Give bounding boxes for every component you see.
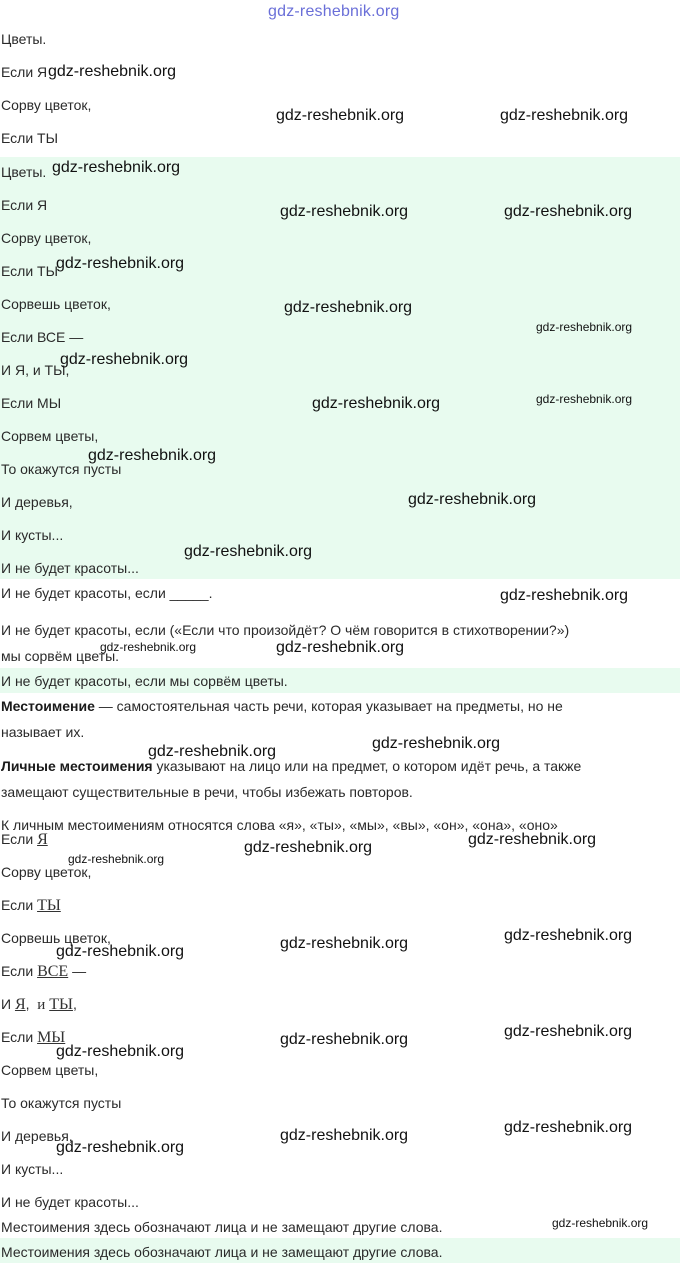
poem-line: И не будет красоты... <box>1 560 139 576</box>
watermark: gdz-reshebnik.org <box>280 203 409 220</box>
conclusion-answer: Местоимения здесь обозначают лица и не замещают другие слова. <box>1 1244 443 1260</box>
watermark: gdz-reshebnik.org <box>56 1139 185 1156</box>
marked-poem-line <box>1 962 86 981</box>
conclusion-line: Местоимения здесь обозначают лица и не замещают другие слова. <box>1 1219 443 1235</box>
watermark: gdz-reshebnik.org <box>372 735 501 752</box>
marked-poem-line: И кусты... <box>1 1161 64 1177</box>
poem-line: Сорву цветок, <box>1 97 92 113</box>
watermark: gdz-reshebnik.org <box>536 392 633 406</box>
pronoun-underlined: ТЫ <box>49 996 73 1013</box>
marked-poem-line: Сорвешь цветок, <box>1 930 111 946</box>
personal-def-text: замещают существительные в речи, чтобы избежать повторов. <box>1 784 413 800</box>
poem-line: Цветы. <box>1 164 47 180</box>
line-text: Если <box>1 1029 38 1045</box>
marked-poem-line: То окажутся пусты <box>1 1095 122 1111</box>
poem-line: Если ТЫ <box>1 130 59 146</box>
pronoun-underlined: ТЫ <box>37 897 61 914</box>
marked-poem-line: Сорвем цветы, <box>1 1062 99 1078</box>
personal-list-text: К личным местоимениям относятся слова «я», «ты», «мы», «вы», «он», «она», «оно» <box>1 817 558 833</box>
poem-line: Если Я <box>1 197 48 213</box>
task-hint-line: мы сорвём цветы. <box>1 648 120 664</box>
marked-poem-line <box>1 995 77 1014</box>
watermark: gdz-reshebnik.org <box>56 943 185 960</box>
poem-line: Сорвешь цветок, <box>1 296 111 312</box>
poem-line: И деревья, <box>1 494 73 510</box>
line-text: , <box>72 996 77 1012</box>
line-text: , <box>25 996 38 1012</box>
watermark: gdz-reshebnik.org <box>280 1031 409 1048</box>
poem-line: Если ВСЕ — <box>1 329 84 345</box>
personal-def-text: указывают на лицо или на предмет, о котором идёт речь, а также <box>152 758 582 774</box>
poem-line: То окажутся пусты <box>1 461 122 477</box>
poem-line: И кусты... <box>1 527 64 543</box>
personal-pronoun-term: Личные местоимения <box>1 758 153 774</box>
watermark: gdz-reshebnik.org <box>276 107 405 124</box>
poem-line: И Я, и ТЫ, <box>1 362 70 378</box>
poem-line: Если МЫ <box>1 395 62 411</box>
watermark: gdz-reshebnik.org <box>552 1216 649 1230</box>
watermark: gdz-reshebnik.org <box>60 351 189 368</box>
watermark: gdz-reshebnik.org <box>48 63 177 80</box>
line-text: Если <box>1 897 38 913</box>
watermark: gdz-reshebnik.org <box>100 640 197 654</box>
watermark: gdz-reshebnik.org <box>184 543 313 560</box>
personal-pronoun-definition <box>1 753 671 805</box>
marked-poem-line <box>1 896 61 915</box>
pronoun-underlined: ВСЕ <box>37 963 69 980</box>
pronoun-term: Местоимение <box>1 698 95 714</box>
watermark: gdz-reshebnik.org <box>148 743 277 760</box>
pronoun-underlined: МЫ <box>37 1029 66 1046</box>
poem-line: Сорвем цветы, <box>1 428 99 444</box>
task-blank-line: И не будет красоты, если _____. <box>1 585 213 601</box>
line-text: И <box>1 996 15 1012</box>
conjunction: и <box>37 997 46 1013</box>
task-hint-line: И не будет красоты, если («Если что произойдёт? О чём говорится в стихотворении?») <box>1 622 570 638</box>
watermark: gdz-reshebnik.org <box>504 1023 633 1040</box>
personal-pronoun-list-cut <box>1 816 558 833</box>
task-answer: И не будет красоты, если мы сорвём цветы. <box>1 673 288 689</box>
marked-poem-line: Сорву цветок, <box>1 864 92 880</box>
watermark: gdz-reshebnik.org <box>468 831 597 848</box>
watermark: gdz-reshebnik.org <box>56 255 185 272</box>
watermark: gdz-reshebnik.org <box>88 447 217 464</box>
pronoun-def-text: называет их. <box>1 724 85 740</box>
watermark-top: gdz-reshebnik.org <box>268 3 400 20</box>
line-text: Если <box>1 963 38 979</box>
watermark: gdz-reshebnik.org <box>312 395 441 412</box>
watermark: gdz-reshebnik.org <box>504 203 633 220</box>
watermark: gdz-reshebnik.org <box>276 639 405 656</box>
pronoun-def-text: — самостоятельная часть речи, которая указывает на предметы, но не <box>94 698 563 714</box>
watermark: gdz-reshebnik.org <box>284 299 413 316</box>
marked-poem-line <box>1 830 48 849</box>
pronoun-underlined: Я <box>14 996 26 1013</box>
watermark: gdz-reshebnik.org <box>408 491 537 508</box>
watermark: gdz-reshebnik.org <box>56 1043 185 1060</box>
watermark: gdz-reshebnik.org <box>500 107 629 124</box>
watermark: gdz-reshebnik.org <box>504 1119 633 1136</box>
watermark: gdz-reshebnik.org <box>536 320 633 334</box>
watermark: gdz-reshebnik.org <box>280 1127 409 1144</box>
line-text: — <box>68 963 87 979</box>
poem-line: Если Я <box>1 64 48 80</box>
watermark: gdz-reshebnik.org <box>244 839 373 856</box>
pronoun-definition <box>1 693 671 745</box>
watermark: gdz-reshebnik.org <box>280 935 409 952</box>
poem-line: Сорву цветок, <box>1 230 92 246</box>
watermark: gdz-reshebnik.org <box>500 587 629 604</box>
marked-poem-line: И не будет красоты... <box>1 1194 139 1210</box>
watermark: gdz-reshebnik.org <box>52 159 181 176</box>
line-text: Если <box>1 831 38 847</box>
pronoun-underlined: Я <box>37 831 48 848</box>
poem-line: Цветы. <box>1 31 47 47</box>
poem-line: Если ТЫ <box>1 263 59 279</box>
marked-poem-line: И деревья, <box>1 1128 73 1144</box>
watermark: gdz-reshebnik.org <box>504 927 633 944</box>
watermark: gdz-reshebnik.org <box>68 852 165 866</box>
